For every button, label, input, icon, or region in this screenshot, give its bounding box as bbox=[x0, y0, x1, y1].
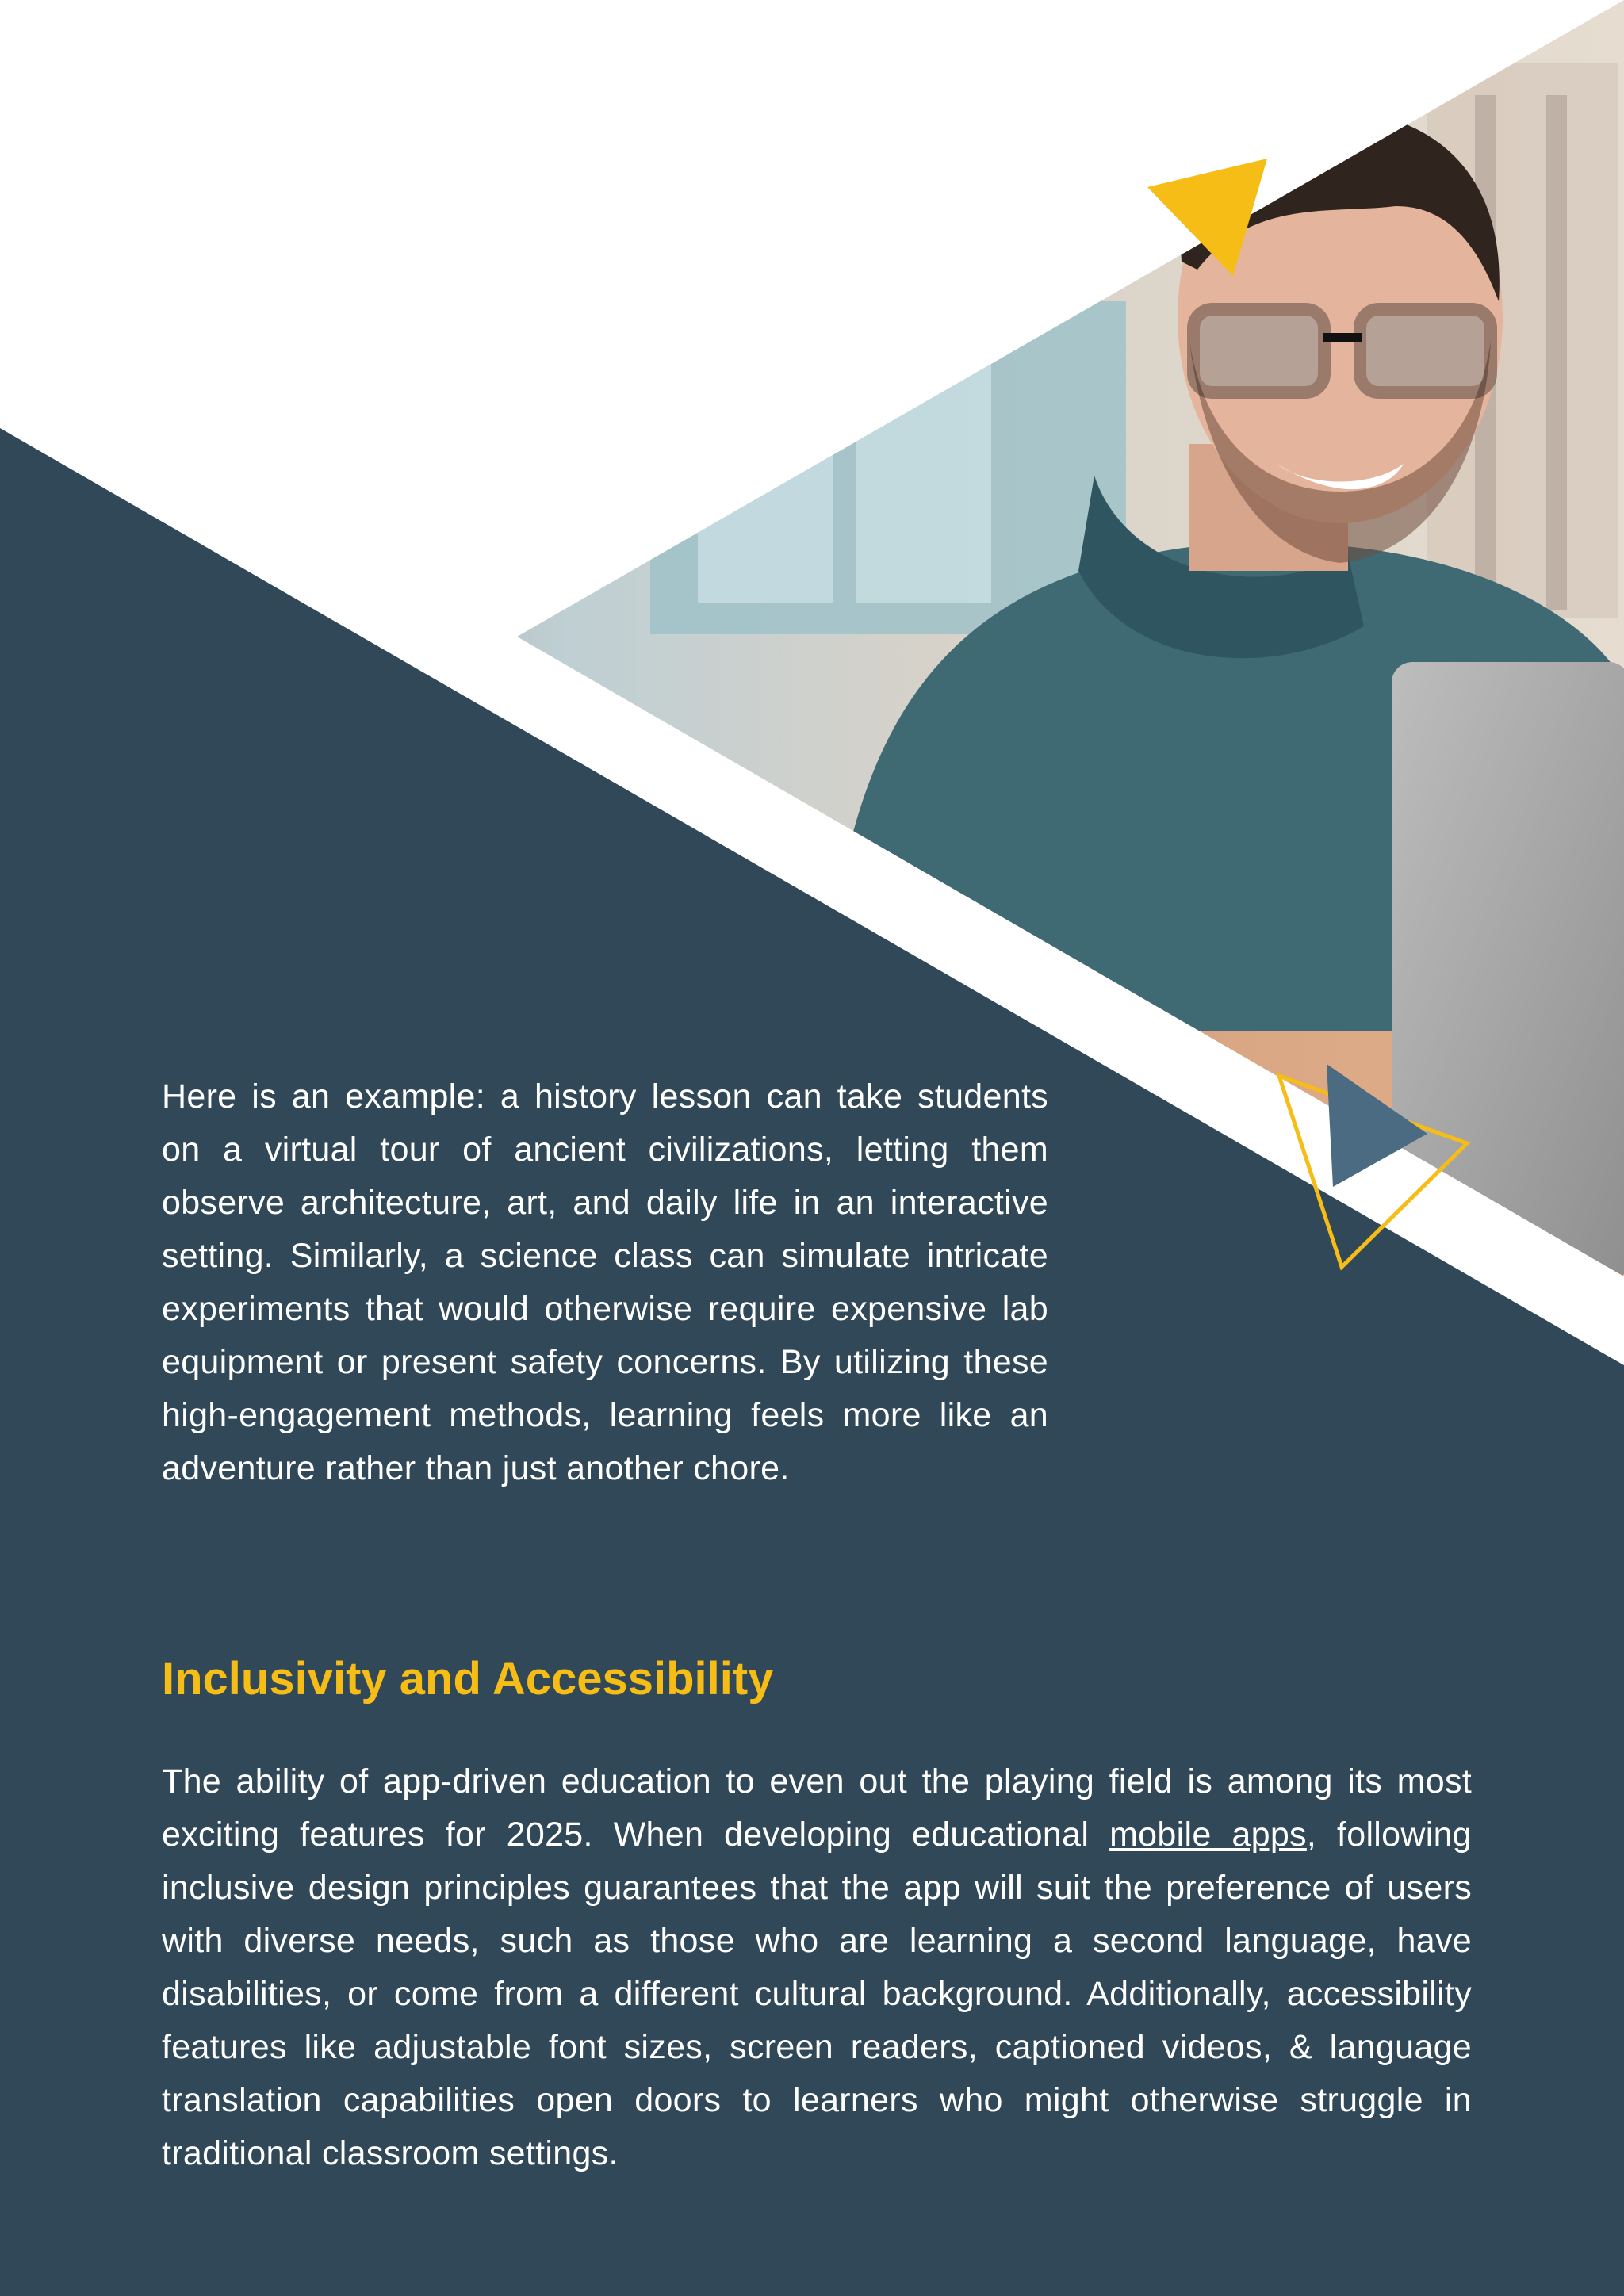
paragraph-text: The ability of app-driven education to even out the playing field is among its most exciting features for 2025. When developing educational bbox=[162, 1762, 1472, 1854]
body-paragraph-inclusivity bbox=[162, 1755, 1472, 2180]
body-paragraph-history-example: Here is an example: a history lesson can take students on a virtual tour of ancient civilizations, letting them observe architecture, art, and daily life in an interactive setting. Similarly, a science class can simulate intricate experiments that would otherwise require expensive lab equipment or present safety concerns. By utilizing these high-engagement methods, learning feels more like an adventure rather than just another chore. bbox=[162, 1077, 1048, 1487]
section-heading: Inclusivity and Accessibility bbox=[162, 1653, 774, 1705]
slate-triangle-icon bbox=[1327, 1064, 1427, 1187]
yellow-triangle-icon bbox=[1147, 159, 1267, 276]
paragraph-text: , following inclusive design principles guarantees that the app will suit the preference of users with diverse needs, such as those who are learning a second language, have disabilities, or come from a different cultural background. Additionally, accessibility features like adjustable font sizes, screen readers, captioned videos, & language translation capabilities open doors to learners who might otherwise struggle in traditional classroom settings. bbox=[162, 1816, 1472, 2172]
mobile-apps-link[interactable]: mobile apps bbox=[1109, 1816, 1307, 1854]
